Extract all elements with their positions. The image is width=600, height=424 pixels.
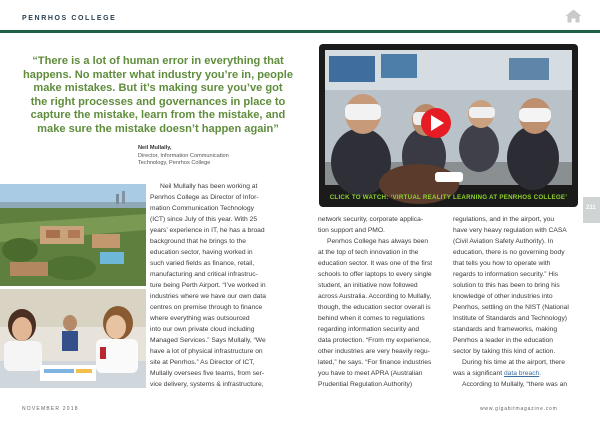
campus-aerial-photo [0, 184, 146, 286]
body-line: lated,” he says. “For finance industries [318, 359, 432, 366]
video-thumbnail [319, 44, 578, 207]
classroom-photo [0, 289, 146, 388]
quote-line: “There is a lot of human error in everything that [32, 55, 284, 67]
body-line: such varied fields as finance, retail, [150, 260, 255, 267]
body-line: at the top of tech innovation in the [318, 249, 419, 256]
body-line: Neil Mullally has been working at [160, 183, 258, 190]
body-line: vice delivery, systems & infrastructure, [150, 381, 264, 388]
body-line: manufacturing and critical infrastruc- [150, 271, 258, 278]
body-line: mation Communication Technology [150, 205, 254, 212]
body-line: student, an initiative now followed [318, 282, 418, 289]
body-line: solution to this has been to bring his [453, 282, 560, 289]
body-line-with-link [453, 370, 541, 377]
quote-line: the right processes and governances in place to [30, 95, 286, 108]
body-line: have a lot of physical infrastructure on [150, 348, 263, 355]
body-line: During his time at the airport, there [462, 359, 565, 366]
body-line: education sector. It was one of the first [318, 260, 433, 267]
body-line: education, there is no governing body [453, 249, 565, 256]
attribution-role: Director, Information Communication [138, 152, 229, 159]
body-line: you have to meet APRA (Australian [318, 370, 423, 377]
body-line: Penrhos College as Director of Infor- [150, 194, 259, 201]
body-line: into our own private cloud including [150, 326, 255, 333]
body-line: (Civil Aviation Safety Authority). In [453, 238, 554, 245]
body-line: years’ experience in IT, he has a broad [150, 227, 265, 234]
body-line: centres on premise through to finance [150, 304, 263, 311]
attribution-role: Technology, Penrhos College [138, 160, 211, 167]
body-line: have very heavy regulation with CASA [453, 227, 567, 234]
header-rule [0, 30, 600, 33]
body-line: (ICT) since July of this year. With 25 [150, 216, 258, 223]
body-line: schools to offer laptops to every single [318, 271, 432, 278]
body-line: According to Mullally, “there was an [462, 381, 568, 388]
body-line: knowledge of other industries into [453, 293, 553, 300]
body-line: Penrhos a leader in the education [453, 337, 554, 344]
body-line: Mullally oversees five teams, from ser- [150, 370, 265, 377]
quote-attribution [138, 145, 229, 168]
body-line: tion support and PMO. [318, 227, 385, 234]
body-line: Prudential Regulation Authority) [318, 381, 413, 388]
home-icon[interactable] [565, 9, 582, 23]
body-line: where everything was outsourced [150, 315, 250, 322]
quote-line: capture the mistake, learn from the mistake, and [30, 109, 286, 122]
body-line: regards to information security.” His [453, 271, 559, 278]
body-line: data protection. “From my experience, [318, 337, 431, 344]
footer-website-link[interactable]: www.gigabitmagazine.com [480, 406, 558, 412]
body-line: regulations, and in the airport, you [453, 216, 555, 223]
video-player[interactable] [319, 44, 578, 207]
page-number-right-text: 211 [586, 205, 596, 211]
body-text: . [539, 370, 542, 377]
body-line: sector by taking this kind of action. [453, 348, 556, 355]
body-line: that tells you how to operate with [453, 260, 551, 267]
body-line: Penrhos College has always been [327, 238, 429, 245]
body-line: education sector, having worked in [150, 249, 253, 256]
video-caption-link[interactable]: CLICK TO WATCH: ‘VIRTUAL REALITY LEARNING AT PENRHOS COLLEGE’ [329, 194, 568, 201]
body-line: regarding information security and [318, 326, 420, 333]
body-line: Institute of Standards and Technology) [453, 315, 568, 322]
attribution-name: Neil Mullally, [138, 145, 172, 151]
body-line: Managed Services.” Says Mullally, “We [150, 337, 266, 344]
magazine-section-title: PENRHOS COLLEGE [22, 15, 117, 22]
body-line: Penrhos, settling on the NIST (National [453, 304, 569, 311]
body-line: site at Penrhos.” As Director of ICT, [150, 359, 255, 366]
footer-issue-date: NOVEMBER 2018 [22, 406, 79, 412]
body-line: across Australia. According to Mullally, [318, 293, 432, 300]
page-number-right [583, 197, 600, 223]
pull-quote [22, 55, 294, 137]
body-line: standards and frameworks, making [453, 326, 558, 333]
body-line: background that he brings to the [150, 238, 246, 245]
body-line: ture being Perth Airport. “I’ve worked in [150, 282, 266, 289]
quote-line: happens. No matter what industry you’re in, people [23, 68, 293, 81]
body-line: other industries are very heavily regu- [318, 348, 430, 355]
body-text: was a significant [453, 370, 503, 377]
data-breach-link[interactable]: data breach [503, 370, 540, 377]
body-line: network security, corporate applica- [318, 216, 424, 223]
quote-line: make sure the mistake doesn’t happen again” [37, 122, 279, 135]
body-line: though, the education sector overall is [318, 304, 431, 311]
quote-line: make mistakes. But it’s making sure you’ve got [33, 82, 283, 95]
body-line: industries where we have our own data [150, 293, 266, 300]
body-line: behind when it comes to regulations [318, 315, 425, 322]
